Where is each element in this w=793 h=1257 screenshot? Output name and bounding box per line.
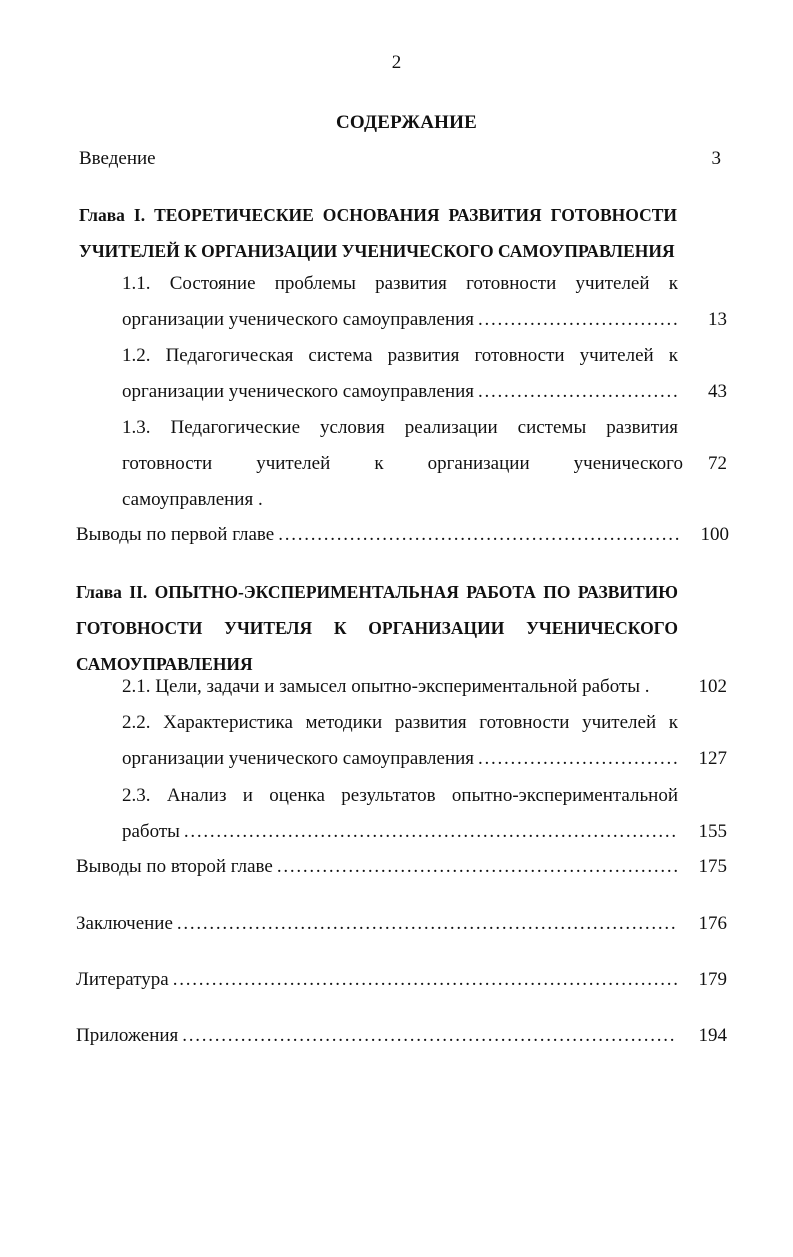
toc-entry-label: Введение — [79, 148, 156, 169]
toc-entry-label: Литература — [76, 969, 169, 990]
toc-entry-page: 175 — [698, 856, 727, 877]
chapter-2-heading-line: ГОТОВНОСТИ УЧИТЕЛЯ К ОРГАНИЗАЦИИ УЧЕНИЧЕСКОГО — [76, 618, 678, 638]
dot-leader — [177, 913, 677, 935]
page-title: СОДЕРЖАНИЕ — [336, 112, 477, 133]
toc-entry-conclusion[interactable] — [76, 913, 727, 935]
toc-section-line: организации ученического самоуправления — [122, 381, 475, 402]
toc-section-line: 2.2. Характеристика методики развития готовности учителей к — [122, 712, 678, 733]
toc-entry-page: 179 — [698, 969, 727, 990]
toc-entry-page: 43 — [708, 381, 727, 402]
chapter-1-heading[interactable] — [79, 197, 677, 269]
toc-entry-intro[interactable] — [79, 148, 721, 170]
toc-entry-page: 72 — [708, 453, 727, 474]
dot-leader — [277, 856, 677, 878]
toc-entry-page: 127 — [698, 748, 727, 769]
chapter-1-heading-line: Глава I. ТЕОРЕТИЧЕСКИЕ ОСНОВАНИЯ РАЗВИТИЯ ГОТОВНОСТИ — [79, 205, 677, 225]
toc-section-line: 1.2. Педагогическая система развития готовности учителей к — [122, 345, 678, 366]
toc-entry-label: Выводы по второй главе — [76, 856, 273, 877]
dot-leader — [478, 302, 677, 338]
toc-section-line: 2.1. Цели, задачи и замысел опытно-экспериментальной работы . — [122, 676, 650, 697]
toc-section-1-2[interactable] — [122, 338, 727, 410]
toc-entry-label: Приложения — [76, 1025, 179, 1046]
dot-leader — [478, 741, 677, 777]
toc-section-line: 1.1. Состояние проблемы развития готовности учителей к — [122, 273, 678, 294]
toc-section-line: 2.3. Анализ и оценка результатов опытно-экспериментальной — [122, 785, 678, 806]
page-number: 2 — [391, 52, 402, 73]
toc-entry-page: 100 — [700, 524, 729, 545]
toc-section-line: самоуправления . — [122, 489, 263, 510]
dot-leader — [173, 969, 677, 991]
toc-section-line: организации ученического самоуправления — [122, 748, 475, 769]
toc-section-line: готовности учителей к организации ученического — [122, 453, 683, 474]
toc-section-2-1[interactable] — [122, 676, 727, 698]
dot-leader — [182, 1025, 677, 1047]
toc-entry-page: 3 — [711, 148, 721, 169]
toc-entry-chapter-1-conclusion[interactable] — [76, 524, 729, 546]
chapter-1-heading-line: УЧИТЕЛЕЙ К ОРГАНИЗАЦИИ УЧЕНИЧЕСКОГО САМОУПРАВЛЕНИЯ — [79, 241, 675, 261]
toc-section-2-2[interactable] — [122, 705, 727, 777]
dot-leader — [278, 524, 679, 546]
toc-section-1-3[interactable] — [122, 410, 727, 518]
toc-entry-literature[interactable] — [76, 969, 727, 991]
dot-leader — [184, 814, 677, 850]
toc-entry-label: Выводы по первой главе — [76, 524, 275, 545]
toc-section-1-1[interactable] — [122, 266, 727, 338]
toc-entry-label: Заключение — [76, 913, 173, 934]
toc-entry-page: 102 — [698, 676, 727, 697]
toc-section-line: организации ученического самоуправления — [122, 309, 475, 330]
chapter-2-heading-line: Глава II. ОПЫТНО-ЭКСПЕРИМЕНТАЛЬНАЯ РАБОТА ПО РАЗВИТИЮ — [76, 582, 678, 602]
toc-section-2-3[interactable] — [122, 778, 727, 850]
chapter-2-heading-line: САМОУПРАВЛЕНИЯ — [76, 654, 253, 674]
toc-section-line: 1.3. Педагогические условия реализации системы развития — [122, 417, 678, 438]
toc-entry-page: 13 — [708, 309, 727, 330]
chapter-2-heading[interactable] — [76, 574, 678, 682]
dot-leader — [478, 374, 677, 410]
toc-entry-appendices[interactable] — [76, 1025, 727, 1047]
toc-entry-page: 194 — [698, 1025, 727, 1046]
toc-entry-page: 176 — [698, 913, 727, 934]
toc-entry-page: 155 — [698, 821, 727, 842]
toc-entry-chapter-2-conclusion[interactable] — [76, 856, 727, 878]
toc-section-line: работы — [122, 821, 180, 842]
